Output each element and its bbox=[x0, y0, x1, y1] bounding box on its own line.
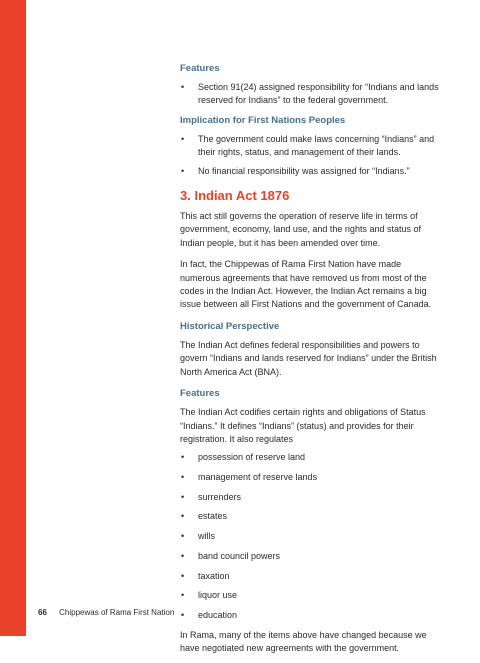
closing-paragraph: In Rama, many of the items above have changed because we have negotiated new agreements with the government. bbox=[180, 629, 427, 654]
bullet-icon: • bbox=[181, 550, 185, 561]
features-heading: Features bbox=[180, 63, 220, 74]
regulates-list bbox=[180, 451, 442, 622]
implication-list bbox=[180, 133, 442, 178]
implication-heading: Implication for First Nations Peoples bbox=[180, 114, 346, 126]
section-paragraph: This act still governs the operation of reserve life in terms of government, economy, land use, and the rights and status of Indian people, but it has been amended over time. bbox=[180, 211, 421, 248]
list-item: • The government could make laws concerning “Indians” and their rights, status, and management of their lands. bbox=[181, 133, 435, 158]
bullet-icon: • bbox=[181, 511, 185, 522]
bullet-icon: • bbox=[181, 165, 185, 176]
historical-heading: Historical Perspective bbox=[180, 320, 280, 332]
section-paragraph: In fact, the Chippewas of Rama First Nation have made numerous agreements that have removed us from most of the codes in the Indian Act. However, the Indian Act remains a big issue between all First Nations and the government of Canada. bbox=[180, 259, 432, 310]
list-item: • Section 91(24) assigned responsibility for “Indians and lands reserved for Indians” to the federal government. bbox=[181, 82, 439, 106]
section-title-indian-act: 3. Indian Act 1876 bbox=[180, 188, 290, 204]
list-item: • No financial responsibility was assigned for “Indians.” bbox=[180, 165, 442, 178]
bullet-icon: • bbox=[181, 133, 185, 144]
historical-paragraph: The Indian Act defines federal responsibilities and powers to govern “Indians and lands reserved for Indians” under the British North America Act (BNA). bbox=[180, 339, 437, 377]
list-item: • wills bbox=[180, 530, 442, 543]
bullet-icon: • bbox=[181, 590, 185, 601]
side-accent-bar bbox=[0, 0, 26, 636]
list-item: • estates bbox=[180, 510, 442, 523]
bullet-icon: • bbox=[181, 570, 185, 581]
list-item: • management of reserve lands bbox=[180, 471, 442, 484]
list-item: • possession of reserve land bbox=[180, 451, 442, 464]
page-footer bbox=[38, 608, 174, 618]
list-item: • surrenders bbox=[180, 491, 442, 504]
list-item: • liquor use bbox=[180, 589, 442, 602]
page-number: 66 bbox=[38, 608, 47, 617]
publication-name: Chippewas of Rama First Nation bbox=[59, 608, 175, 617]
bullet-icon: • bbox=[181, 82, 185, 92]
features-paragraph: The Indian Act codifies certain rights and obligations of Status “Indians.” It defines “Indians” (status) and provides for their registration. It also regulates bbox=[180, 407, 426, 444]
features-heading-2: Features bbox=[180, 388, 220, 400]
list-item: • taxation bbox=[180, 570, 442, 583]
bullet-icon: • bbox=[181, 452, 185, 463]
bullet-icon: • bbox=[181, 491, 185, 502]
bullet-icon: • bbox=[181, 609, 185, 620]
features-list bbox=[180, 81, 442, 108]
bullet-icon: • bbox=[181, 531, 185, 542]
bullet-icon: • bbox=[181, 472, 185, 483]
list-item: • band council powers bbox=[180, 550, 442, 563]
list-item: • education bbox=[180, 609, 442, 622]
page-content bbox=[180, 62, 442, 663]
